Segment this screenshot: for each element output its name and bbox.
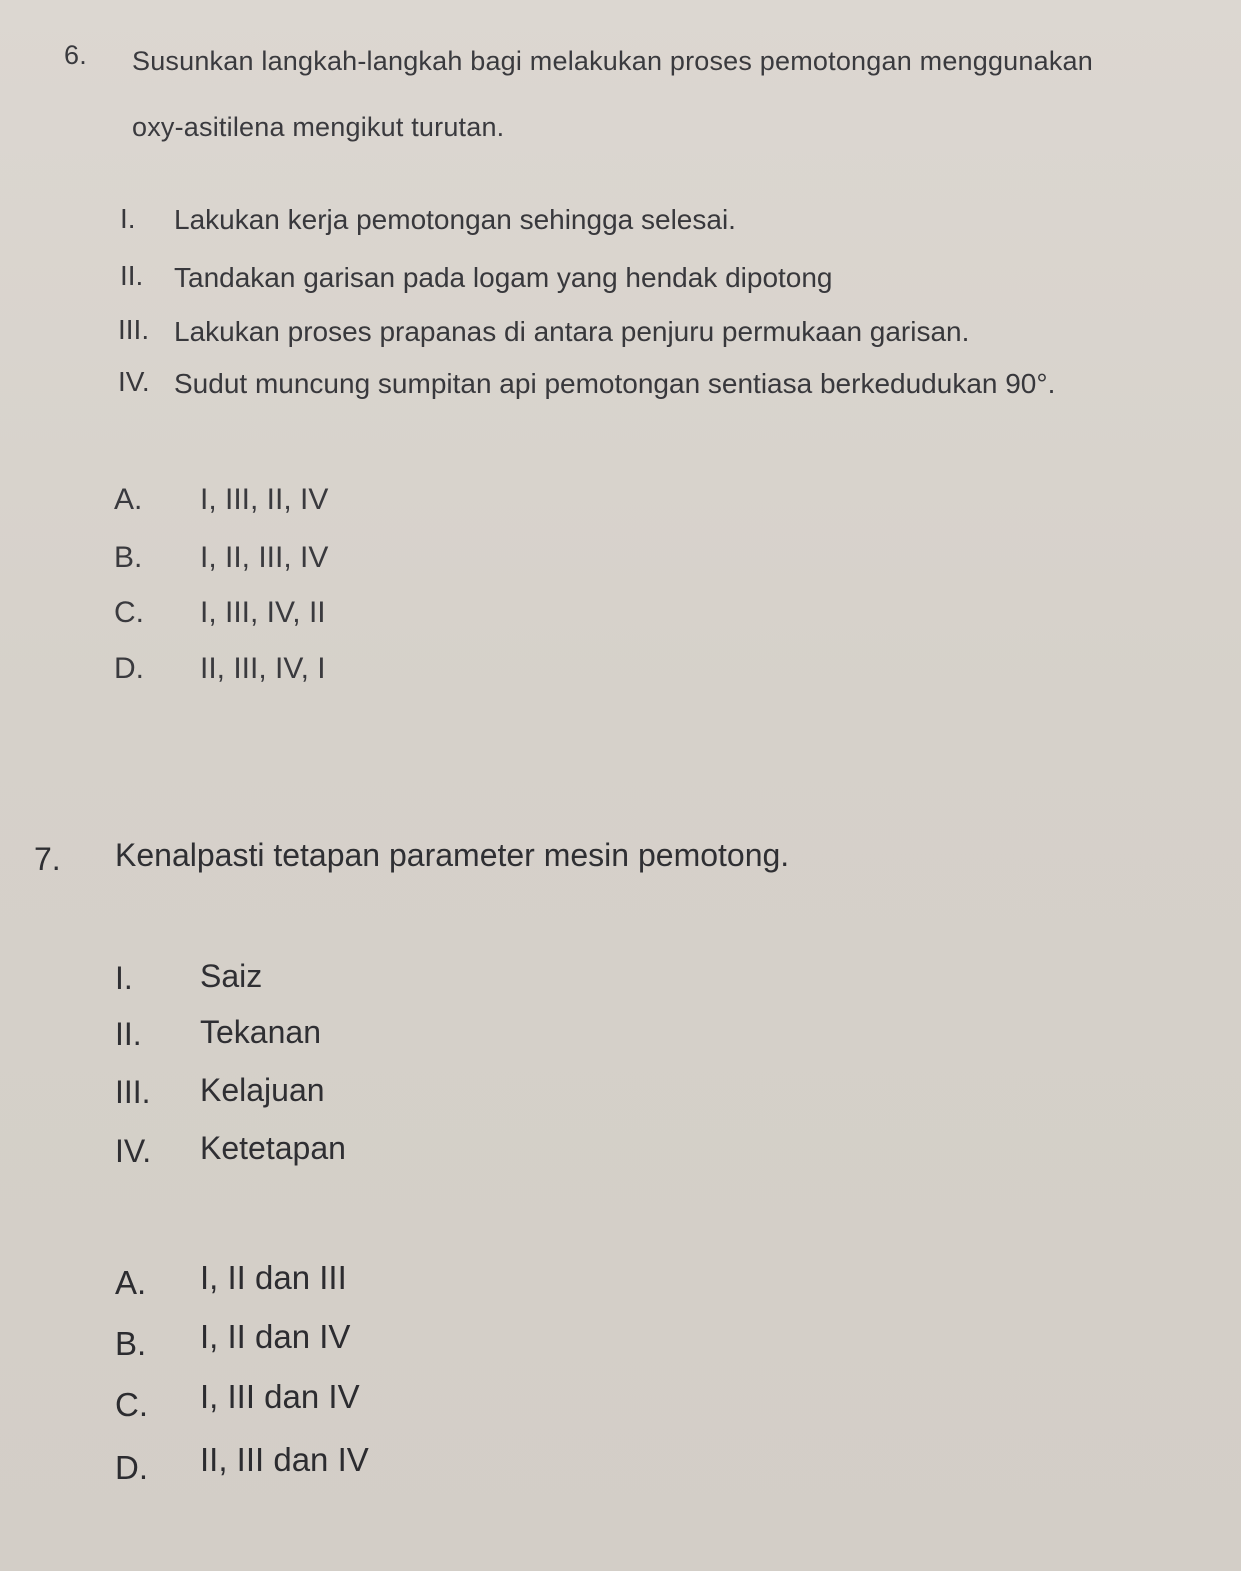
question-prompt: Kenalpasti tetapan parameter mesin pemotong. [115, 837, 790, 873]
item-text: Ketetapan [200, 1130, 346, 1166]
item-text: Sudut muncung sumpitan api pemotongan sentiasa berkedudukan 90°. [174, 368, 1056, 399]
option-text: I, III, IV, II [200, 596, 326, 629]
option-text: I, II dan IV [200, 1318, 351, 1355]
option-text: I, II, III, IV [200, 541, 329, 574]
item-text: Tekanan [200, 1014, 321, 1050]
option-text: I, III, II, IV [200, 483, 329, 516]
option-letter: B. [114, 541, 143, 574]
item-number: III. [115, 1074, 151, 1110]
option-text: II, III dan IV [200, 1441, 369, 1478]
question-prompt-line-1: Susunkan langkah-langkah bagi melakukan proses pemotongan menggunakan [132, 46, 1093, 76]
question-prompt-line-2: oxy-asitilena mengikut turutan. [132, 112, 505, 142]
option-letter: A. [115, 1264, 147, 1301]
option-letter: D. [114, 652, 144, 685]
option-text: I, II dan III [200, 1259, 347, 1296]
question-number: 6. [64, 40, 87, 70]
item-number: II. [120, 260, 144, 291]
item-text: Lakukan kerja pemotongan sehingga selesai. [174, 204, 736, 235]
question-number: 7. [34, 841, 61, 877]
option-letter: A. [114, 483, 143, 516]
item-text: Saiz [200, 958, 263, 994]
option-letter: C. [114, 596, 144, 629]
item-number: III. [118, 314, 150, 345]
item-number: I. [120, 203, 136, 234]
item-number: IV. [115, 1133, 152, 1169]
option-letter: C. [115, 1386, 148, 1423]
item-text: Lakukan proses prapanas di antara penjuru permukaan garisan. [174, 316, 970, 347]
item-number: IV. [118, 366, 150, 397]
option-text: I, III dan IV [200, 1378, 360, 1415]
item-text: Tandakan garisan pada logam yang hendak dipotong [174, 262, 833, 293]
option-letter: B. [115, 1325, 147, 1362]
item-text: Kelajuan [200, 1072, 325, 1108]
item-number: II. [115, 1016, 142, 1052]
option-text: II, III, IV, I [200, 652, 326, 685]
option-letter: D. [115, 1449, 148, 1486]
item-number: I. [115, 960, 133, 996]
